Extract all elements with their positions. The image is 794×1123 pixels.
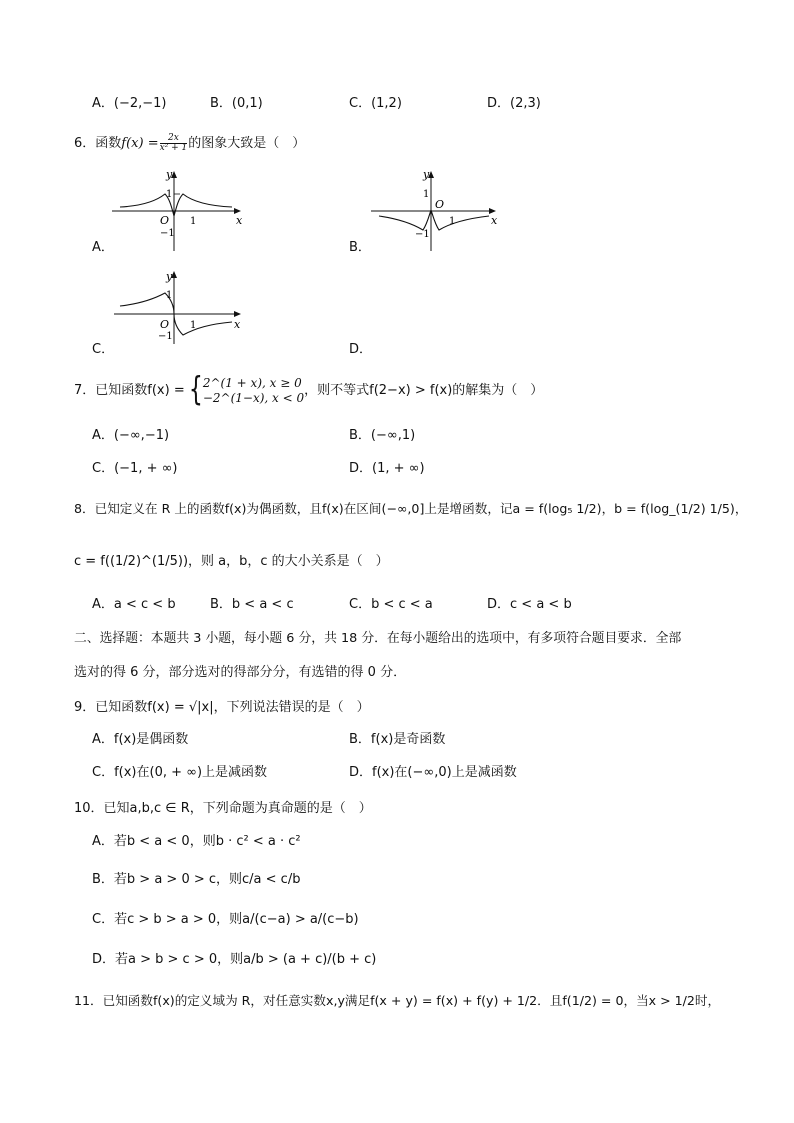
origin-label: O bbox=[160, 214, 170, 227]
q7-case-2: −2^(1−x), x < 0 bbox=[202, 390, 305, 405]
q6-denominator: x² + 1 bbox=[159, 143, 188, 153]
x-label: x bbox=[234, 318, 241, 331]
curve bbox=[120, 194, 232, 216]
q8-line-1: 8．已知定义在 R 上的函数f(x)为偶函数，且f(x)在区间(−∞,0]上是增函数，记a = f(log₅ 1/2)，b = f(log_(1/2) 1/5)， bbox=[74, 501, 748, 516]
q8-option-b: B．b < a < c bbox=[210, 597, 294, 612]
y-tick-1-label: 1 bbox=[166, 290, 173, 301]
q10-stem: 10．已知a,b,c ∈ R，下列命题为真命题的是（ ） bbox=[74, 801, 372, 816]
y-tick-1-label: 1 bbox=[166, 189, 173, 200]
q10-option-b: B．若b > a > 0 > c，则c/a < c/b bbox=[92, 872, 301, 887]
q6-fraction bbox=[160, 134, 188, 153]
x-label: x bbox=[491, 214, 498, 227]
q6-graph-b bbox=[365, 166, 505, 256]
q8-line-2: c = f((1/2)^(1/5))，则 a，b，c 的大小关系是（ ） bbox=[74, 554, 389, 569]
q6-func: f(x) = bbox=[121, 136, 159, 151]
q7-cases bbox=[203, 376, 304, 406]
q9-option-a: A．f(x)是偶函数 bbox=[92, 732, 189, 747]
y-label: y bbox=[423, 168, 430, 181]
q7-option-a: A．(−∞,−1) bbox=[92, 428, 170, 443]
q7-option-d: D．(1, + ∞) bbox=[349, 461, 425, 476]
q6-stem bbox=[74, 132, 305, 153]
q8-option-c: C．b < c < a bbox=[349, 597, 433, 612]
q6-prefix: 6．函数 bbox=[74, 136, 122, 151]
q8-option-a: A．a < c < b bbox=[92, 597, 176, 612]
y-tick-neg1-label: −1 bbox=[415, 229, 430, 240]
q5-option-d: D．(2,3) bbox=[487, 96, 541, 111]
q9-option-d: D．f(x)在(−∞,0)上是减函数 bbox=[349, 765, 517, 780]
q6-option-b-label: B． bbox=[349, 240, 371, 255]
x-label: x bbox=[236, 214, 243, 227]
q9-option-c: C．f(x)在(0, + ∞)上是减函数 bbox=[92, 765, 268, 780]
q10-option-c: C．若c > b > a > 0，则a/(c−a) > a/(c−b) bbox=[92, 912, 359, 927]
x-tick-1-label: 1 bbox=[190, 216, 197, 227]
q6-option-d-label: D． bbox=[349, 342, 373, 357]
q5-option-b: B．(0,1) bbox=[210, 96, 263, 111]
x-tick-1-label: 1 bbox=[190, 320, 197, 331]
q6-option-c-label: C． bbox=[92, 342, 115, 357]
q8-option-d: D．c < a < b bbox=[487, 597, 572, 612]
curve bbox=[379, 210, 489, 230]
q6-option-a-label: A． bbox=[92, 240, 114, 255]
q6-suffix: 的图象大致是（ ） bbox=[188, 136, 306, 151]
q9-option-b: B．f(x)是奇函数 bbox=[349, 732, 446, 747]
q6-graph-c bbox=[110, 266, 250, 346]
x-arrow-icon bbox=[234, 311, 241, 317]
brace-icon: { bbox=[188, 371, 203, 409]
x-tick-1-label: 1 bbox=[449, 216, 456, 227]
q10-option-d: D．若a > b > c > 0，则a/b > (a + c)/(b + c) bbox=[92, 952, 377, 967]
q7-option-c: C．(−1, + ∞) bbox=[92, 461, 178, 476]
y-tick-neg1-label: −1 bbox=[158, 331, 173, 342]
q6-numerator: 2x bbox=[160, 134, 188, 144]
section-2-line-1: 二、选择题：本题共 3 小题，每小题 6 分，共 18 分．在每小题给出的选项中，有多项符合题目要求．全部 bbox=[74, 631, 682, 646]
y-label: y bbox=[166, 270, 173, 283]
y-tick-1-label: 1 bbox=[423, 189, 430, 200]
origin-label: O bbox=[160, 318, 170, 331]
q7-case-1: 2^(1 + x), x ≥ 0 bbox=[202, 375, 302, 390]
origin-label: O bbox=[435, 198, 445, 211]
q7-option-b: B．(−∞,1) bbox=[349, 428, 416, 443]
section-2-line-2: 选对的得 6 分，部分选对的得部分分，有选错的得 0 分． bbox=[74, 665, 407, 680]
q9-stem: 9．已知函数f(x) = √|x|，下列说法错误的是（ ） bbox=[74, 700, 370, 715]
q5-option-a: A．(−2,−1) bbox=[92, 96, 167, 111]
q7-suffix: ，则不等式f(2−x) > f(x)的解集为（ ） bbox=[304, 383, 544, 398]
q7-stem bbox=[74, 371, 544, 409]
q10-option-a: A．若b < a < 0，则b · c² < a · c² bbox=[92, 834, 301, 849]
q6-graph-a bbox=[110, 166, 250, 256]
q5-option-c: C．(1,2) bbox=[349, 96, 402, 111]
y-tick-neg1-label: −1 bbox=[160, 228, 175, 239]
q11-stem: 11．已知函数f(x)的定义域为 R，对任意实数x,y满足f(x + y) = f(x) + f(y) + 1/2．且f(1/2) = 0，当x > 1/2时， bbox=[74, 993, 721, 1008]
y-label: y bbox=[166, 168, 173, 181]
q7-prefix: 7．已知函数f(x) = bbox=[74, 383, 185, 398]
